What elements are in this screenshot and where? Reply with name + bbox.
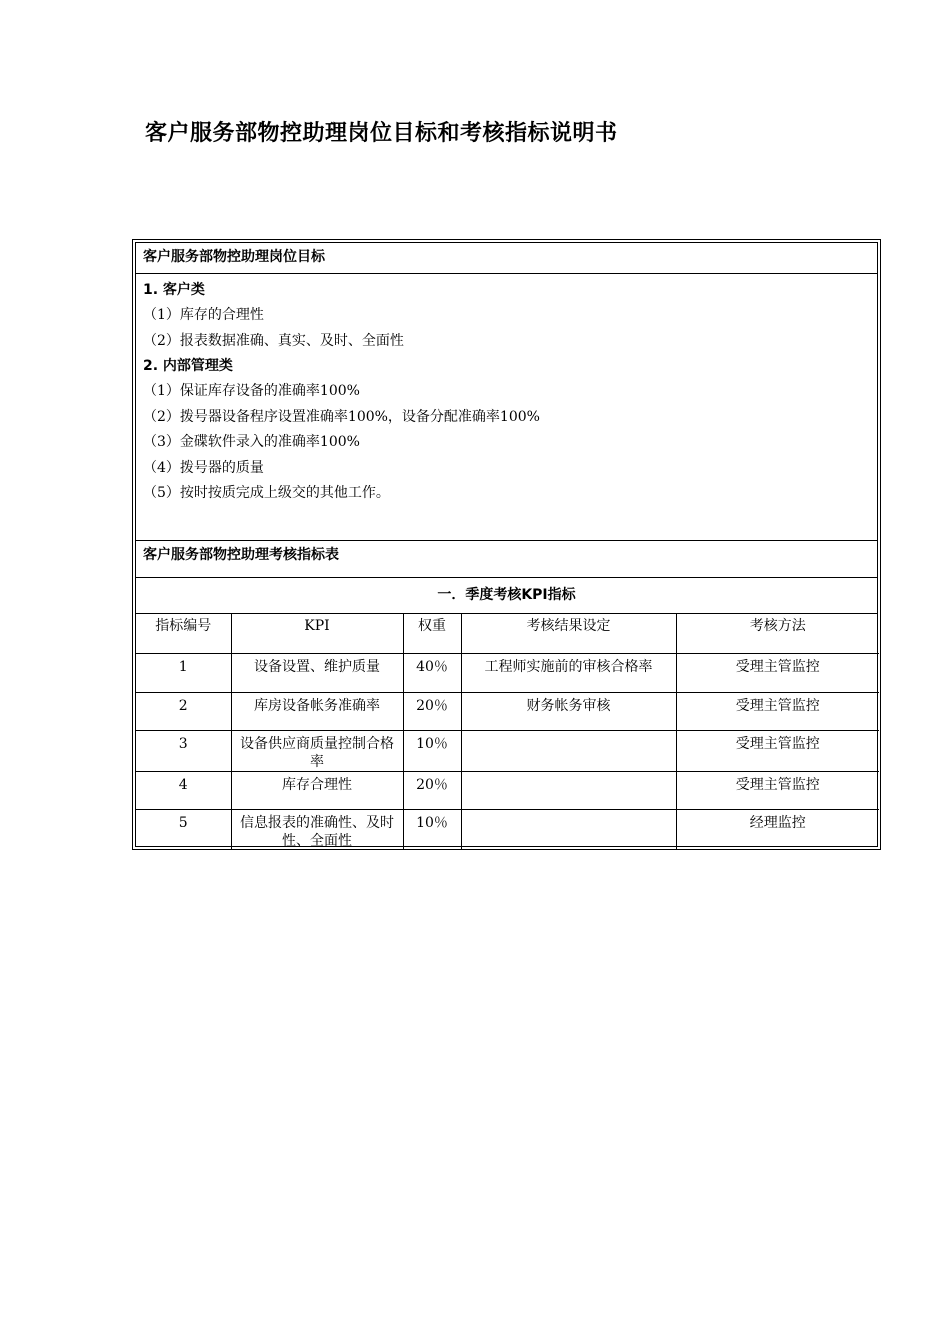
table-row (136, 692, 879, 730)
table-inner-border (135, 242, 878, 847)
kpi-name: 信息报表的准确性、及时性、全面性 (231, 809, 403, 850)
kpi-weight: 10％ (403, 730, 461, 771)
goal-item: （1）库存的合理性 (143, 307, 264, 323)
kpi-result-setting (461, 809, 676, 850)
kpi-id: 5 (136, 809, 231, 850)
kpi-weight: 40％ (403, 653, 461, 692)
kpi-id: 1 (136, 653, 231, 692)
table-row (136, 771, 879, 809)
kpi-name: 设备设置、维护质量 (231, 653, 403, 692)
goals-section (136, 274, 877, 541)
kpi-method: 受理主管监控 (676, 730, 879, 771)
goal-item: （2）报表数据准确、真实、及时、全面性 (143, 332, 404, 349)
kpi-weight: 20％ (403, 692, 461, 730)
kpi-id: 4 (136, 771, 231, 809)
kpi-header: 客户服务部物控助理考核指标表 (136, 541, 877, 578)
kpi-subheader: 一．季度考核KPI指标 (136, 578, 877, 614)
kpi-method: 受理主管监控 (676, 653, 879, 692)
table-row (136, 809, 879, 850)
kpi-table (136, 613, 879, 850)
goal-category-heading: 1. 客户类 (143, 282, 205, 298)
goal-item: （1）保证库存设备的准确率100% (143, 383, 360, 399)
kpi-weight: 20％ (403, 771, 461, 809)
page-title: 客户服务部物控助理岗位目标和考核指标说明书 (145, 121, 618, 146)
column-header: 考核结果设定 (461, 613, 676, 653)
kpi-method: 经理监控 (749, 814, 806, 831)
kpi-name: 库存合理性 (231, 771, 403, 809)
kpi-id: 2 (136, 692, 231, 730)
kpi-result-setting: 财务帐务审核 (461, 692, 676, 730)
goal-item: （2）拨号器设备程序设置准确率100%，设备分配准确率100% (143, 408, 540, 425)
table-row (136, 730, 879, 771)
goal-category-heading: 2. 内部管理类 (143, 358, 233, 374)
column-header: KPI (231, 613, 403, 653)
kpi-result-setting (461, 771, 676, 809)
kpi-result-setting: 工程师实施前的审核合格率 (461, 653, 676, 692)
kpi-result-setting (461, 730, 676, 771)
goal-item: （3）金碟软件录入的准确率100% (143, 434, 360, 450)
column-header: 权重 (403, 613, 461, 653)
goal-item: （5）按时按质完成上级交的其他工作。 (143, 485, 390, 501)
kpi-id: 3 (136, 730, 231, 771)
goal-item: （4）拨号器的质量 (143, 459, 264, 476)
table-row (136, 653, 879, 692)
column-header: 指标编号 (136, 613, 231, 653)
kpi-name: 设备供应商质量控制合格率 (231, 730, 403, 771)
column-header: 考核方法 (676, 613, 879, 653)
kpi-name: 库房设备帐务准确率 (231, 692, 403, 730)
kpi-method: 受理主管监控 (676, 692, 879, 730)
goals-header: 客户服务部物控助理岗位目标 (136, 243, 877, 274)
document-table (132, 239, 881, 850)
kpi-method: 受理主管监控 (676, 771, 879, 809)
kpi-table-header-row (136, 613, 879, 653)
kpi-weight: 10％ (403, 809, 461, 850)
